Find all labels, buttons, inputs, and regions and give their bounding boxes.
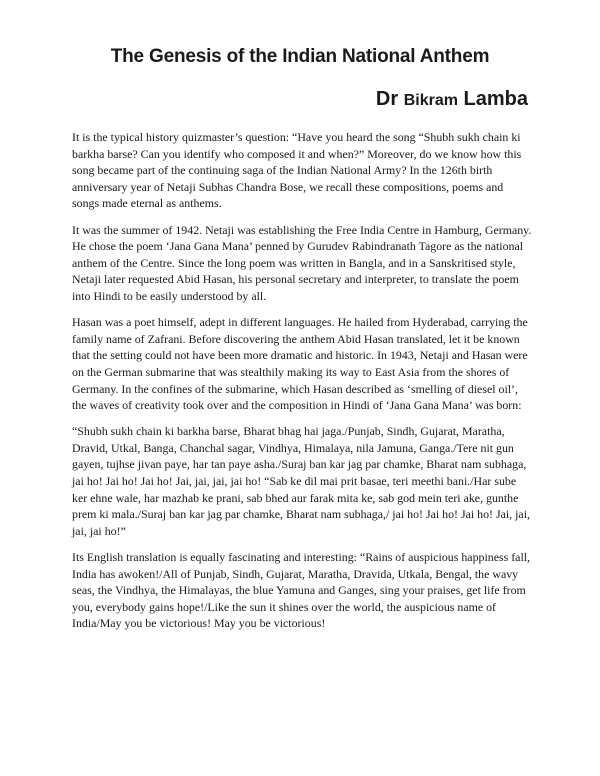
- author-last-name: Lamba: [463, 88, 528, 110]
- author-byline: [376, 88, 528, 111]
- article-body: [72, 129, 532, 642]
- paragraph-hindi-lyrics: “Shubh sukh chain ki barkha barse, Bharat bhag hai jaga./Punjab, Sindh, Gujarat, Maratha, Dravid, Utkal, Banga, Chanchal sagar, Vindhya, Himalaya, nila Jamuna, Ganga./Tere nit gun gayen, tujhse jivan paye, har tan paye asha./Suraj ban kar jag par chamke, Bharat nam subhaga, jai ho! Jai ho! Jai ho! Jai, jai, jai, jai ho! “Sab ke dil mai prit basae, teri meethi bani./Har sube ker ehne wale, har mazhab ke prani, sab bhed aur farak mita ke, sab god mein teri ake, gunthe prem ki mala./Suraj ban kar jag par chamke, Bharat nam subhaga,/ jai ho! Jai ho! Jai ho! Jai, jai, jai, jai ho!”: [72, 424, 530, 538]
- paragraph-intro: It is the typical history quizmaster’s question: “Have you heard the song “Shubh sukh chain ki barkha barse? Can you identify who composed it and when?” Moreover, do we know how this song became part of the continuing saga of the Indian National Army? In the 126th birth anniversary year of Netaji Subhas Chandra Bose, we recall these compositions, poems and songs made eternal as anthems.: [72, 130, 522, 211]
- paragraph-hamburg: It was the summer of 1942. Netaji was establishing the Free India Centre in Hamburg, Germany. He chose the poem ‘Jana Gana Mana’ penned by Gurudev Rabindranath Tagore as the national anthem of the Centre. Since the long poem was written in Bangla, and in a Sanskritised style, Netaji later requested Abid Hasan, his personal secretary and interpreter, to translate the poem into Hindi to be easily understood by all.: [72, 222, 532, 303]
- paragraph-english-translation: Its English translation is equally fascinating and interesting: “Rains of auspicious happiness fall, India has awoken!/All of Punjab, Sindh, Gujarat, Maratha, Dravida, Utkala, Bengal, the wavy seas, the Vindhya, the Himalayas, the blue Yamuna and Ganges, sing your praises, get life from you, everybody gains hope!/Like the sun it shines over the world, the auspicious name of India/May you be victorious! May you be victorious!: [72, 550, 531, 631]
- author-first-name: Bikram: [403, 92, 458, 109]
- page-title: The Genesis of the Indian National Anthem: [110, 46, 490, 67]
- paragraph-hasan: Hasan was a poet himself, adept in different languages. He hailed from Hyderabad, carrying the family name of Zafrani. Before discovering the anthem Abid Hasan translated, let it be known that the setting could not have been more dramatic and historic. In 1943, Netaji and Hasan were on the German submarine that was stealthily making its way to East Asia from the shores of Germany. In the confines of the submarine, which Hasan described as ‘smelling of diesel oil’, the waves of creativity took over and the composition in Hindi of ‘Jana Gana Mana’ was born:: [72, 315, 528, 413]
- author-prefix: Dr: [375, 88, 399, 110]
